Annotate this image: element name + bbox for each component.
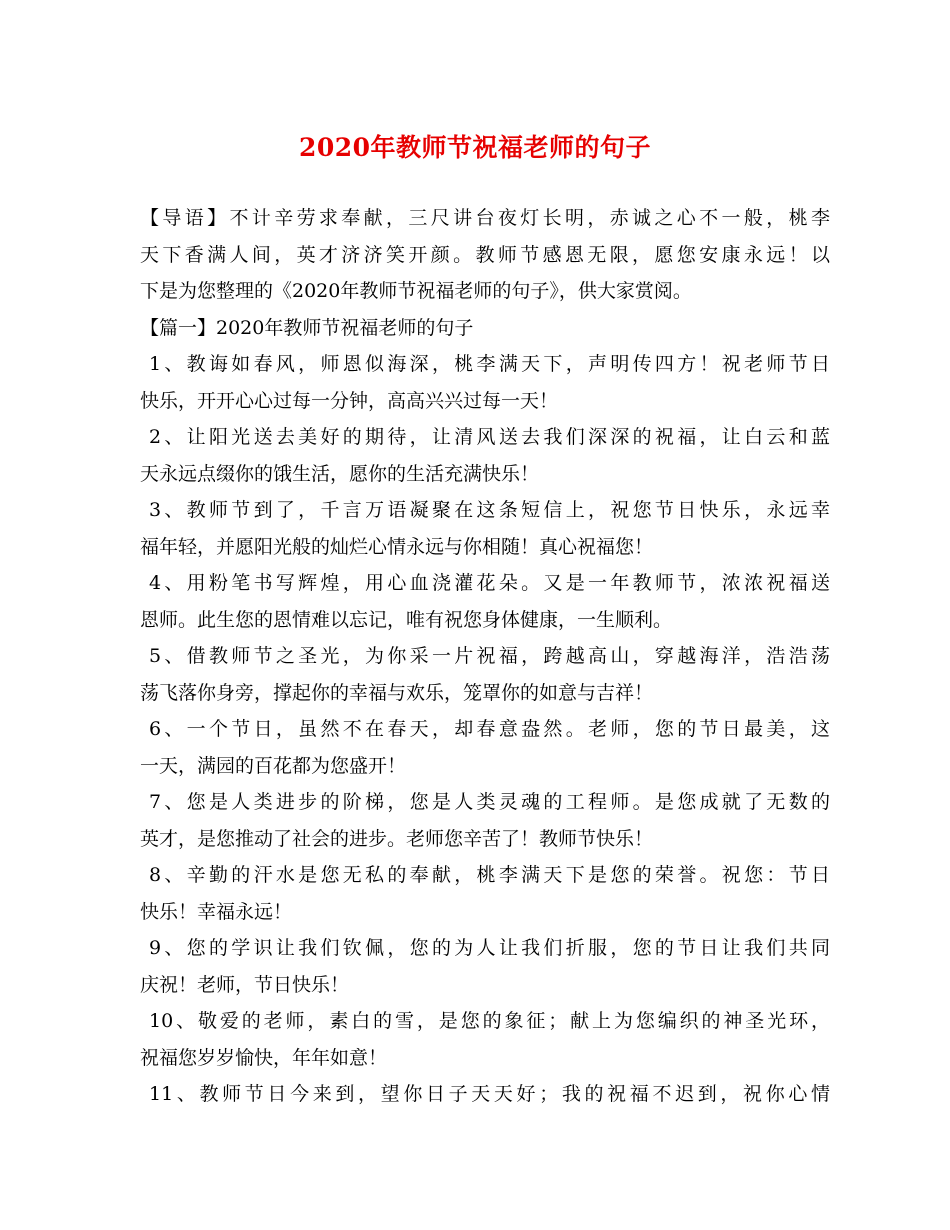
body-line: 3、教师节到了，千言万语凝聚在这条短信上，祝您节日快乐，永远幸 xyxy=(149,499,830,521)
body-line: 恩师。此生您的恩情难以忘记，唯有祝您身体健康，一生顺利。 xyxy=(140,608,673,631)
section-heading: 【篇一】2020年教师节祝福老师的句子 xyxy=(140,316,474,339)
body-line: 福年轻，并愿阳光般的灿烂心情永远与你相随！真心祝福您！ xyxy=(140,535,654,558)
body-line: 1、教诲如春风，师恩似海深，桃李满天下，声明传四方！祝老师节日 xyxy=(149,353,830,375)
body-line: 2、让阳光送去美好的期待，让清风送去我们深深的祝福，让白云和蓝 xyxy=(149,426,830,448)
body-line: 4、用粉笔书写辉煌，用心血浇灌花朵。又是一年教师节，浓浓祝福送 xyxy=(149,572,830,594)
body-line: 快乐，开开心心过每一分钟，高高兴兴过每一天！ xyxy=(140,389,559,412)
body-line: 8、辛勤的汗水是您无私的奉献，桃李满天下是您的荣誉。祝您：节日 xyxy=(149,864,830,886)
body-line: 9、您的学识让我们钦佩，您的为人让我们折服，您的节日让我们共同 xyxy=(149,937,830,959)
body-line: 快乐！幸福永远！ xyxy=(140,900,293,923)
document-body xyxy=(140,200,830,1113)
body-line: 11、教师节日今来到，望你日子天天好；我的祝福不迟到，祝你心情 xyxy=(149,1083,830,1105)
body-line: 10、敬爱的老师，素白的雪，是您的象征；献上为您编织的神圣光环， xyxy=(149,1010,830,1032)
body-line: 一天，满园的百花都为您盛开！ xyxy=(140,754,407,777)
body-line: 天永远点缀你的饿生活，愿你的生活充满快乐！ xyxy=(140,462,540,485)
body-line: 下是为您整理的《2020年教师节祝福老师的句子》，供大家赏阅。 xyxy=(140,280,692,302)
document-title: 2020年教师节祝福老师的句子 xyxy=(298,133,652,162)
body-line: 7、您是人类进步的阶梯，您是人类灵魂的工程师。是您成就了无数的 xyxy=(149,791,830,813)
body-line: 【导语】不计辛劳求奉献，三尺讲台夜灯长明，赤诚之心不一般，桃李 xyxy=(140,207,830,229)
body-line: 英才，是您推动了社会的进步。老师您辛苦了！教师节快乐！ xyxy=(140,827,654,850)
body-line: 祝福您岁岁愉快，年年如意！ xyxy=(140,1046,388,1069)
body-line: 6、一个节日，虽然不在春天，却春意盎然。老师，您的节日最美，这 xyxy=(149,718,830,740)
body-line: 荡飞落你身旁，撑起你的幸福与欢乐，笼罩你的如意与吉祥！ xyxy=(140,681,654,704)
body-line: 天下香满人间，英才济济笑开颜。教师节感恩无限，愿您安康永远！以 xyxy=(140,243,830,266)
body-line: 5、借教师节之圣光，为你采一片祝福，跨越高山，穿越海洋，浩浩荡 xyxy=(149,645,830,667)
body-line: 庆祝！老师，节日快乐！ xyxy=(140,973,350,996)
